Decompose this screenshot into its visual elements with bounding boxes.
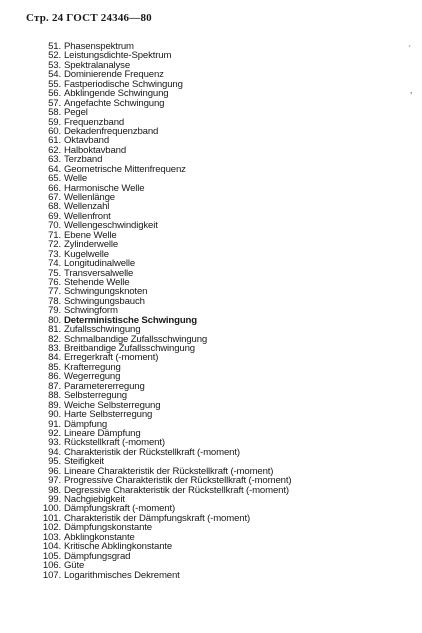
- term-name: Lineare Dämpfung: [64, 427, 141, 439]
- term-name: Schwingform: [64, 305, 118, 317]
- term-name: Abklingende Schwingung: [64, 88, 169, 100]
- term-number: 89.: [48, 399, 61, 411]
- term-name: Dämpfung: [64, 418, 108, 430]
- term-list: [38, 42, 291, 580]
- term-name: Dämpfungskonstante: [64, 522, 152, 534]
- term-number: 97.: [48, 475, 61, 487]
- term-name: Weiche Selbsterregung: [64, 399, 161, 411]
- term-number: 105.: [42, 550, 61, 562]
- term-number: 67.: [48, 192, 61, 203]
- term-name: Wellenzahl: [64, 201, 110, 213]
- term-name: Nachgiebigkeit: [64, 494, 125, 505]
- term-name: Zufallsschwingung: [64, 324, 141, 336]
- term-name: Schwingungsbauch: [64, 295, 145, 307]
- term-name: Spektralanalyse: [64, 59, 131, 71]
- term-number: 104.: [42, 541, 61, 553]
- term-number: 58.: [48, 107, 61, 119]
- term-number: 71.: [48, 229, 61, 241]
- term-name: Halboktavband: [64, 144, 127, 156]
- term-name: Deterministische Schwingung: [64, 314, 197, 326]
- term-number: 60.: [48, 125, 61, 137]
- term-number: 102.: [42, 522, 61, 534]
- term-name: Angefachte Schwingung: [64, 97, 165, 109]
- term-name: Leistungsdichte-Spektrum: [64, 50, 172, 62]
- term-name: Transversalwelle: [64, 267, 134, 279]
- term-name: Lineare Charakteristik der Rückstellkraft (-moment): [64, 465, 274, 477]
- term-number: 52.: [48, 50, 61, 62]
- term-number: 87.: [48, 380, 61, 392]
- term-name: Progressive Charakteristik der Rückstellkraft (-moment): [64, 475, 292, 487]
- term-number: 96.: [48, 465, 61, 477]
- term-number: 82.: [48, 333, 61, 345]
- term-number: 90.: [48, 409, 61, 421]
- term-number: 57.: [48, 97, 61, 109]
- term-name: Breitbandige Zufallsschwingung: [64, 343, 195, 354]
- term-name: Ebene Welle: [64, 229, 117, 241]
- term-number: 76.: [48, 276, 61, 288]
- term-number: 54.: [48, 69, 61, 81]
- term-number: 65.: [48, 173, 61, 185]
- term-number: 95.: [48, 456, 61, 468]
- term-name: Welle: [64, 173, 88, 185]
- margin-mark-comma: ,: [410, 85, 413, 95]
- term-name: Degressive Charakteristik der Rückstellkraft (-moment): [64, 484, 289, 496]
- term-number: 51.: [48, 41, 61, 52]
- margin-mark-dash: ´: [408, 44, 411, 54]
- term-number: 106.: [42, 560, 61, 572]
- term-name: Kugelwelle: [64, 248, 109, 260]
- term-name: Dekadenfrequenzband: [64, 125, 159, 137]
- term-name: Steifigkeit: [64, 456, 104, 468]
- term-name: Geometrische Mittenfrequenz: [64, 163, 186, 175]
- term-number: 101.: [42, 512, 61, 524]
- term-name: Terzband: [64, 154, 103, 166]
- term-name: Wegerregung: [64, 371, 121, 383]
- term-name: Parametererregung: [64, 380, 145, 392]
- term-name: Schwingungsknoten: [64, 286, 148, 298]
- term-number: 100.: [42, 503, 61, 515]
- term-name: Wellenlänge: [64, 192, 115, 203]
- term-name: Frequenzband: [64, 116, 125, 128]
- term-number: 98.: [48, 484, 61, 496]
- term-name: Krafterregung: [64, 361, 121, 373]
- term-number: 69.: [48, 210, 61, 222]
- term-name: Harmonische Welle: [64, 182, 145, 194]
- term-name: Logarithmisches Dekrement: [64, 569, 180, 581]
- term-number: 107.: [42, 569, 61, 581]
- term-name: Güte: [64, 560, 85, 572]
- term-number: 74.: [48, 258, 61, 270]
- term-name: Erregerkraft (-moment): [64, 352, 159, 364]
- term-number: 55.: [48, 78, 61, 90]
- term-name: Dämpfungskraft (-moment): [64, 503, 176, 515]
- term-number: 94.: [48, 446, 61, 458]
- term-name: Dämpfungsgrad: [64, 550, 131, 562]
- term-name: Selbsterregung: [64, 390, 127, 402]
- term-number: 85.: [48, 361, 61, 373]
- term-name: Oktavband: [64, 135, 110, 147]
- term-number: 81.: [48, 324, 61, 336]
- term-name: Stehende Welle: [64, 276, 130, 288]
- term-number: 78.: [48, 295, 61, 307]
- term-number: 72.: [48, 239, 61, 251]
- term-name: Dominierende Frequenz: [64, 69, 164, 81]
- term-name: Wellenfront: [64, 210, 111, 222]
- term-name: Pegel: [64, 107, 88, 119]
- term-name: Longitudinalwelle: [64, 258, 136, 270]
- term-number: 83.: [48, 343, 61, 354]
- term-name: Abklingkonstante: [64, 531, 135, 543]
- term-number: 56.: [48, 88, 61, 100]
- term-number: 64.: [48, 163, 61, 175]
- term-number: 59.: [48, 116, 61, 128]
- term-item: [38, 571, 291, 580]
- term-name: Schmalbandige Zufallsschwingung: [64, 333, 208, 345]
- term-number: 99.: [48, 494, 61, 505]
- term-name: Zylinderwelle: [64, 239, 119, 251]
- term-number: 75.: [48, 267, 61, 279]
- term-number: 80.: [48, 314, 61, 326]
- term-number: 70.: [48, 220, 61, 232]
- term-number: 61.: [48, 135, 61, 147]
- term-number: 73.: [48, 248, 61, 260]
- term-number: 92.: [48, 427, 61, 439]
- term-name: Rückstellkraft (-moment): [64, 437, 165, 449]
- term-number: 86.: [48, 371, 61, 383]
- page-header: Стр. 24 ГОСТ 24346—80: [26, 12, 152, 24]
- term-name: Phasenspektrum: [64, 41, 134, 52]
- term-number: 88.: [48, 390, 61, 402]
- term-number: 93.: [48, 437, 61, 449]
- term-number: 103.: [42, 531, 61, 543]
- term-name: Charakteristik der Dämpfungskraft (-moment): [64, 512, 251, 524]
- term-number: 62.: [48, 144, 61, 156]
- term-number: 91.: [48, 418, 61, 430]
- term-number: 68.: [48, 201, 61, 213]
- term-number: 53.: [48, 59, 61, 71]
- term-number: 63.: [48, 154, 61, 166]
- term-name: Harte Selbsterregung: [64, 409, 153, 421]
- term-name: Wellengeschwindigkeit: [64, 220, 158, 232]
- term-number: 79.: [48, 305, 61, 317]
- term-number: 77.: [48, 286, 61, 298]
- term-number: 66.: [48, 182, 61, 194]
- term-name: Charakteristik der Rückstellkraft (-moment): [64, 446, 240, 458]
- term-name: Kritische Abklingkonstante: [64, 541, 173, 553]
- term-name: Fastperiodische Schwingung: [64, 78, 183, 90]
- term-number: 84.: [48, 352, 61, 364]
